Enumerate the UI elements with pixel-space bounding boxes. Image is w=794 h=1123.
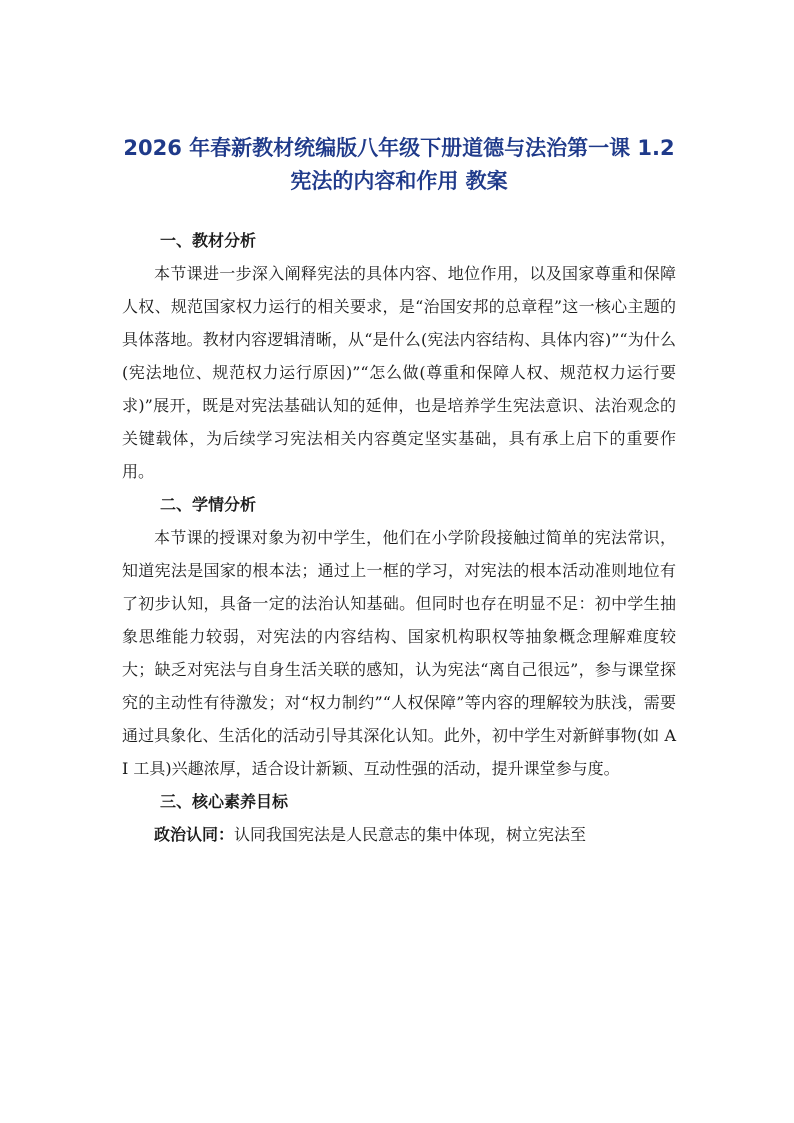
political-identity-label: 政治认同： [154,825,235,844]
paragraph-political-identity [122,818,676,851]
section-heading-textbook-analysis: 一、教材分析 [160,231,257,250]
section-heading-learner-analysis: 二、学情分析 [160,495,257,514]
title-line-1: 2026 年春新教材统编版八年级下册道德与法治第一课 1.2 [123,136,675,160]
title-line-2: 宪法的内容和作用 教案 [290,169,508,193]
section-heading-core-goals: 三、核心素养目标 [160,792,289,811]
political-identity-text: 认同我国宪法是人民意志的集中体现，树立宪法至 [234,825,587,844]
paragraph-textbook-analysis: 本节课进一步深入阐释宪法的具体内容、地位作用，以及国家尊重和保障人权、规范国家权力运行的相关要求，是“治国安邦的总章程”这一核心主题的具体落地。教材内容逻辑清晰，从“是什么(宪法内容结构、具体内容)”“为什么 (宪法地位、规范权力运行原因)”“怎么做(尊重和保障人权、规范权力运行要求)”展开，既是对宪法基础认知的延伸，也是培养学生宪法意识、法治观念的关键载体，为后续学习宪法相关内容奠定坚实基础，具有承上启下的重要作用。 [122,264,676,481]
paragraph-learner-analysis: 本节课的授课对象为初中学生，他们在小学阶段接触过简单的宪法常识，知道宪法是国家的根本法；通过上一框的学习，对宪法的根本活动准则地位有了初步认知，具备一定的法治认知基础。但同时也存在明显不足：初中学生抽象思维能力较弱，对宪法的内容结构、国家机构职权等抽象概念理解难度较大；缺乏对宪法与自身生活关联的感知，认为宪法“离自己很远”，参与课堂探究的主动性有待激发；对“权力制约”“人权保障”等内容的理解较为肤浅，需要通过具象化、生活化的活动引导其深化认知。此外，初中学生对新鲜事物(如 AI 工具)兴趣浓厚，适合设计新颖、互动性强的活动，提升课堂参与度。 [122,528,676,778]
document-title [122,132,676,198]
